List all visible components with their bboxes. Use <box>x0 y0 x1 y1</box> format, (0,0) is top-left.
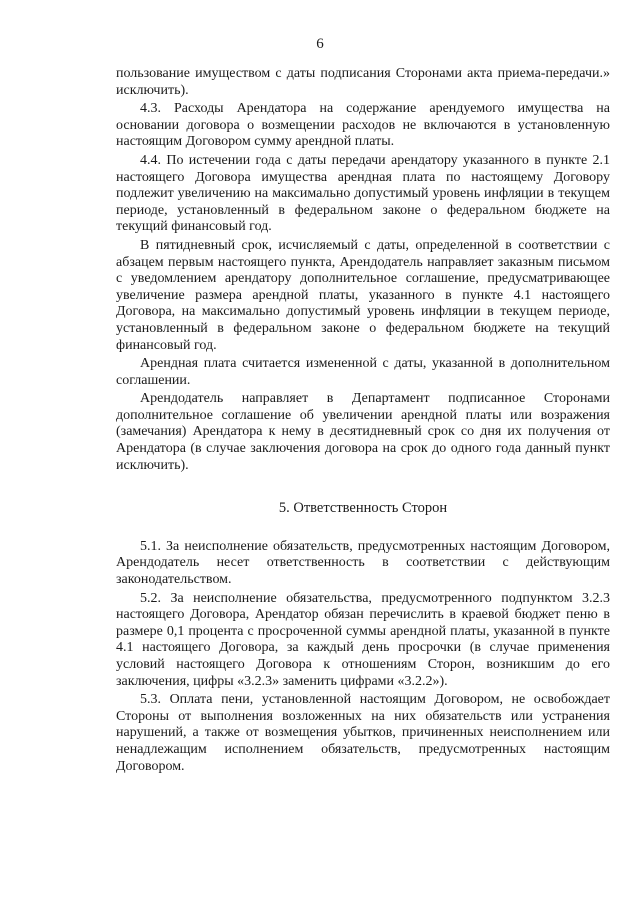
section-heading-5: 5. Ответственность Сторон <box>278 500 448 517</box>
paragraph-5-1: 5.1. За неисполнение обязательств, предусмотренных настоящим Договором, Арендодатель несет ответственность в соответствии с действующим законодательством. <box>116 538 610 588</box>
paragraph-5-2: 5.2. За неисполнение обязательства, предусмотренного подпунктом 3.2.3 настоящего Договора, Арендатор обязан перечислить в краевой бюджет пеню в размере 0,1 процента с просроченной суммы арендной платы, указанной в пункте 4.1 настоящего Договора, за каждый день просрочки (в случае применения условий настоящего Договора к отношениям Сторон, возникшим до его заключения, цифры «3.2.3» заменить цифрами «3.2.2»). <box>116 590 610 689</box>
paragraph-continuation: пользование имуществом с даты подписания Сторонами акта приема-передачи.» исключить). <box>116 66 610 98</box>
paragraph-4-3: 4.3. Расходы Арендатора на содержание арендуемого имущества на основании договора о возмещении расходов не включаются в установленную настоящим Договором сумму арендной платы. <box>116 101 610 150</box>
paragraph-notice-period: В пятидневный срок, исчисляемый с даты, определенной в соответствии с абзацем первым настоящего пункта, Арендодатель направляет заказным письмом с уведомлением арендатору дополнительное соглашение, предусматривающее увеличение размера арендной платы, указанного в пункте 4.1 настоящего Договора, на максимально допустимый уровень инфляции в текущем периоде, установленный в федеральном законе о федеральном бюджете на текущий финансовый год. <box>116 237 610 353</box>
paragraph-4-4: 4.4. По истечении года с даты передачи арендатору указанного в пункте 2.1 настоящего Договора имущества арендная плата по настоящему Договору подлежит увеличению на максимально допустимый уровень инфляции в текущем периоде, установленный в федеральном законе о федеральном бюджете на текущий финансовый год. <box>116 152 610 235</box>
paragraph-department: Арендодатель направляет в Департамент подписанное Сторонами дополнительное соглашение об увеличении арендной платы или возражения (замечания) Арендатора к нему в десятидневный срок со дня их получения от Арендатора (в случае заключения договора на срок до одного года данный пункт исключить). <box>116 391 610 473</box>
document-body <box>116 66 610 775</box>
page-number: 6 <box>316 36 324 52</box>
paragraph-5-3: 5.3. Оплата пени, установленной настоящим Договором, не освобождает Стороны от выполнения возложенных на них обязательств или устранения нарушений, а также от возмещения убытков, причиненных неисполнением или ненадлежащим исполнением обязательств, предусмотренных настоящим Договором. <box>116 692 610 774</box>
paragraph-rent-changed: Арендная плата считается измененной с даты, указанной в дополнительном соглашении. <box>116 356 610 388</box>
